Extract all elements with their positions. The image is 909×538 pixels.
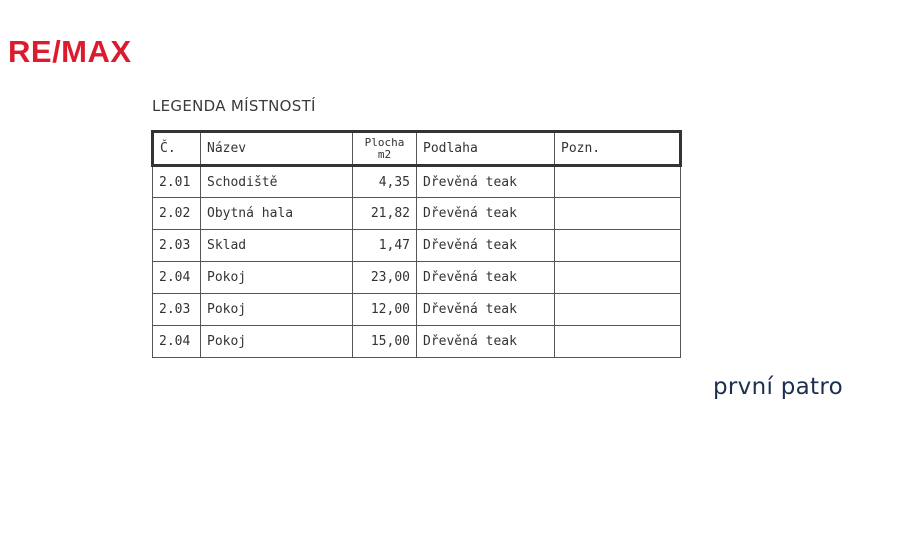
room-area: 23,00 (353, 262, 417, 294)
room-number: 2.03 (153, 230, 201, 262)
room-note (555, 198, 681, 230)
table-row (153, 198, 681, 230)
table-row (153, 326, 681, 358)
room-number: 2.04 (153, 326, 201, 358)
floor-label: první patro (713, 374, 843, 400)
room-number: 2.03 (153, 294, 201, 326)
room-note (555, 262, 681, 294)
room-floor: Dřevěná teak (417, 198, 555, 230)
room-area: 15,00 (353, 326, 417, 358)
column-header-name: Název (201, 132, 353, 166)
room-name: Schodiště (201, 166, 353, 198)
room-name: Sklad (201, 230, 353, 262)
room-name: Pokoj (201, 262, 353, 294)
room-number: 2.04 (153, 262, 201, 294)
room-name: Obytná hala (201, 198, 353, 230)
room-note (555, 326, 681, 358)
column-header-area (353, 132, 417, 166)
column-header-number: Č. (153, 132, 201, 166)
room-legend-table (151, 130, 682, 358)
room-area: 21,82 (353, 198, 417, 230)
room-area: 4,35 (353, 166, 417, 198)
room-note (555, 166, 681, 198)
room-name: Pokoj (201, 326, 353, 358)
column-header-area-unit: m2 (377, 147, 392, 161)
room-note (555, 230, 681, 262)
room-floor: Dřevěná teak (417, 166, 555, 198)
room-floor: Dřevěná teak (417, 326, 555, 358)
room-number: 2.02 (153, 198, 201, 230)
room-floor: Dřevěná teak (417, 262, 555, 294)
room-area: 1,47 (353, 230, 417, 262)
room-floor: Dřevěná teak (417, 294, 555, 326)
table-row (153, 230, 681, 262)
remax-logo: RE/MAX (8, 34, 132, 69)
room-number: 2.01 (153, 166, 201, 198)
column-header-note: Pozn. (555, 132, 681, 166)
table-row (153, 294, 681, 326)
table-row (153, 166, 681, 198)
room-area: 12,00 (353, 294, 417, 326)
table-row (153, 262, 681, 294)
column-header-floor: Podlaha (417, 132, 555, 166)
legend-title: LEGENDA MÍSTNOSTÍ (152, 97, 316, 115)
room-floor: Dřevěná teak (417, 230, 555, 262)
room-name: Pokoj (201, 294, 353, 326)
room-note (555, 294, 681, 326)
table-header-row (153, 132, 681, 166)
column-header-area-label: Plocha (364, 135, 405, 149)
